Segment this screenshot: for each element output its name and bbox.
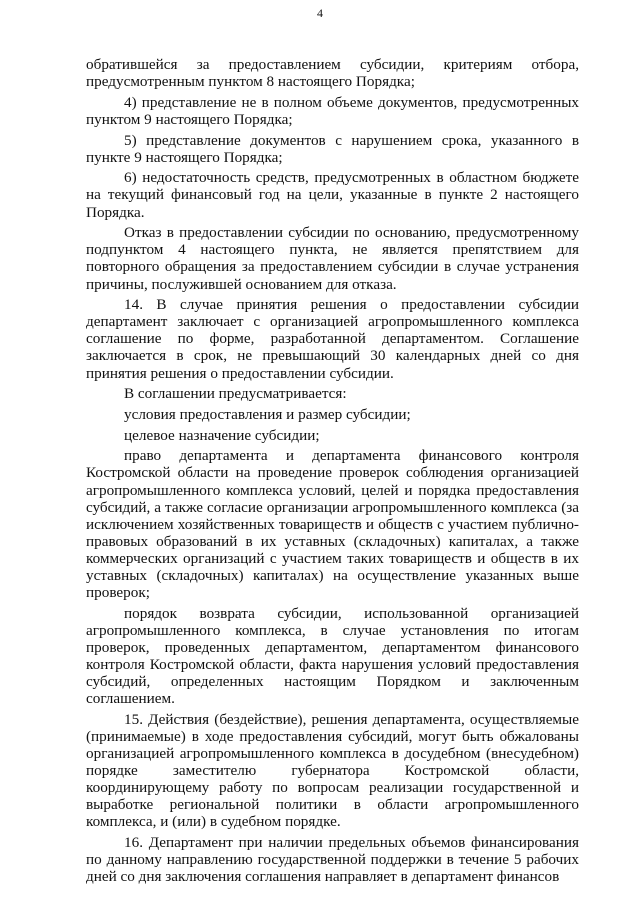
paragraph-item-6: 6) недостаточность средств, предусмотренных в областном бюджете на текущий финансовый год на цели, указанные в пункте 2 настоящего Порядка. (86, 169, 579, 221)
paragraph-section-15: 15. Действия (бездействие), решения департамента, осуществляемые (принимаемые) в ходе предоставления субсидий, могут быть обжалованы организацией агропромышленного комплекса в досудебном (внесудебном) порядке заместителю губернатора Костромской области, координирующему работу по вопросам реализации государственной и выработке региональной политики в области агропромышленного комплекса, и (или) в судебном порядке. (86, 710, 579, 831)
paragraph-agreement-intro: В соглашении предусматривается: (124, 385, 347, 403)
page-number: 4 (317, 6, 323, 20)
paragraph-agreement-inspection-right: право департамента и департамента финансового контроля Костромской области на проведение проверок соблюдения организацией агропромышленного комплекса условий, целей и порядка предоставления субсидий, а также согласие организации агропромышленного комплекса (за исключением хозяйственных товариществ и обществ с участием публично-правовых образований в их уставных (складочных) капиталах, а также коммерческих организаций с участием таких товариществ и обществ в их уставных (складочных) капиталах) на осуществление указанных выше проверок; (86, 447, 579, 602)
paragraph-section-14: 14. В случае принятия решения о предоставлении субсидии департамент заключает с организацией агропромышленного комплекса соглашение по форме, разработанной департаментом. Соглашение заключается в срок, не превышающий 30 календарных дней со дня принятия решения о предоставлении субсидии. (86, 296, 579, 382)
paragraph-agreement-return-procedure: порядок возврата субсидии, использованной организацией агропромышленного комплекса, в случае установления по итогам проверок, проведенных департаментом, департаментом финансового контроля Костромской области, факта нарушения условий предоставления субсидий, определенных настоящим Порядком и заключенным соглашением. (86, 604, 579, 708)
paragraph-item-4: 4) представление не в полном объеме документов, предусмотренных пунктом 9 настоящего Порядка; (86, 93, 579, 128)
paragraph-refusal-note: Отказ в предоставлении субсидии по основанию, предусмотренному подпунктом 4 настоящего пункта, не является препятствием для повторного обращения за предоставлением субсидии в случае устранения причины, послужившей основанием для отказа. (86, 224, 579, 293)
paragraph-agreement-conditions: условия предоставления и размер субсидии; (124, 405, 411, 423)
paragraph-criteria-continuation: обратившейся за предоставлением субсидии, критериям отбора, предусмотренным пунктом 8 настоящего Порядка; (86, 56, 579, 91)
paragraph-item-5: 5) представление документов с нарушением срока, указанного в пункте 9 настоящего Порядка; (86, 131, 579, 166)
paragraph-agreement-purpose: целевое назначение субсидии; (124, 426, 320, 444)
document-body (86, 56, 579, 889)
paragraph-section-16: 16. Департамент при наличии предельных объемов финансирования по данному направлению государственной поддержки в течение 5 рабочих дней со дня заключения соглашения направляет в департамент финансов (86, 834, 579, 886)
